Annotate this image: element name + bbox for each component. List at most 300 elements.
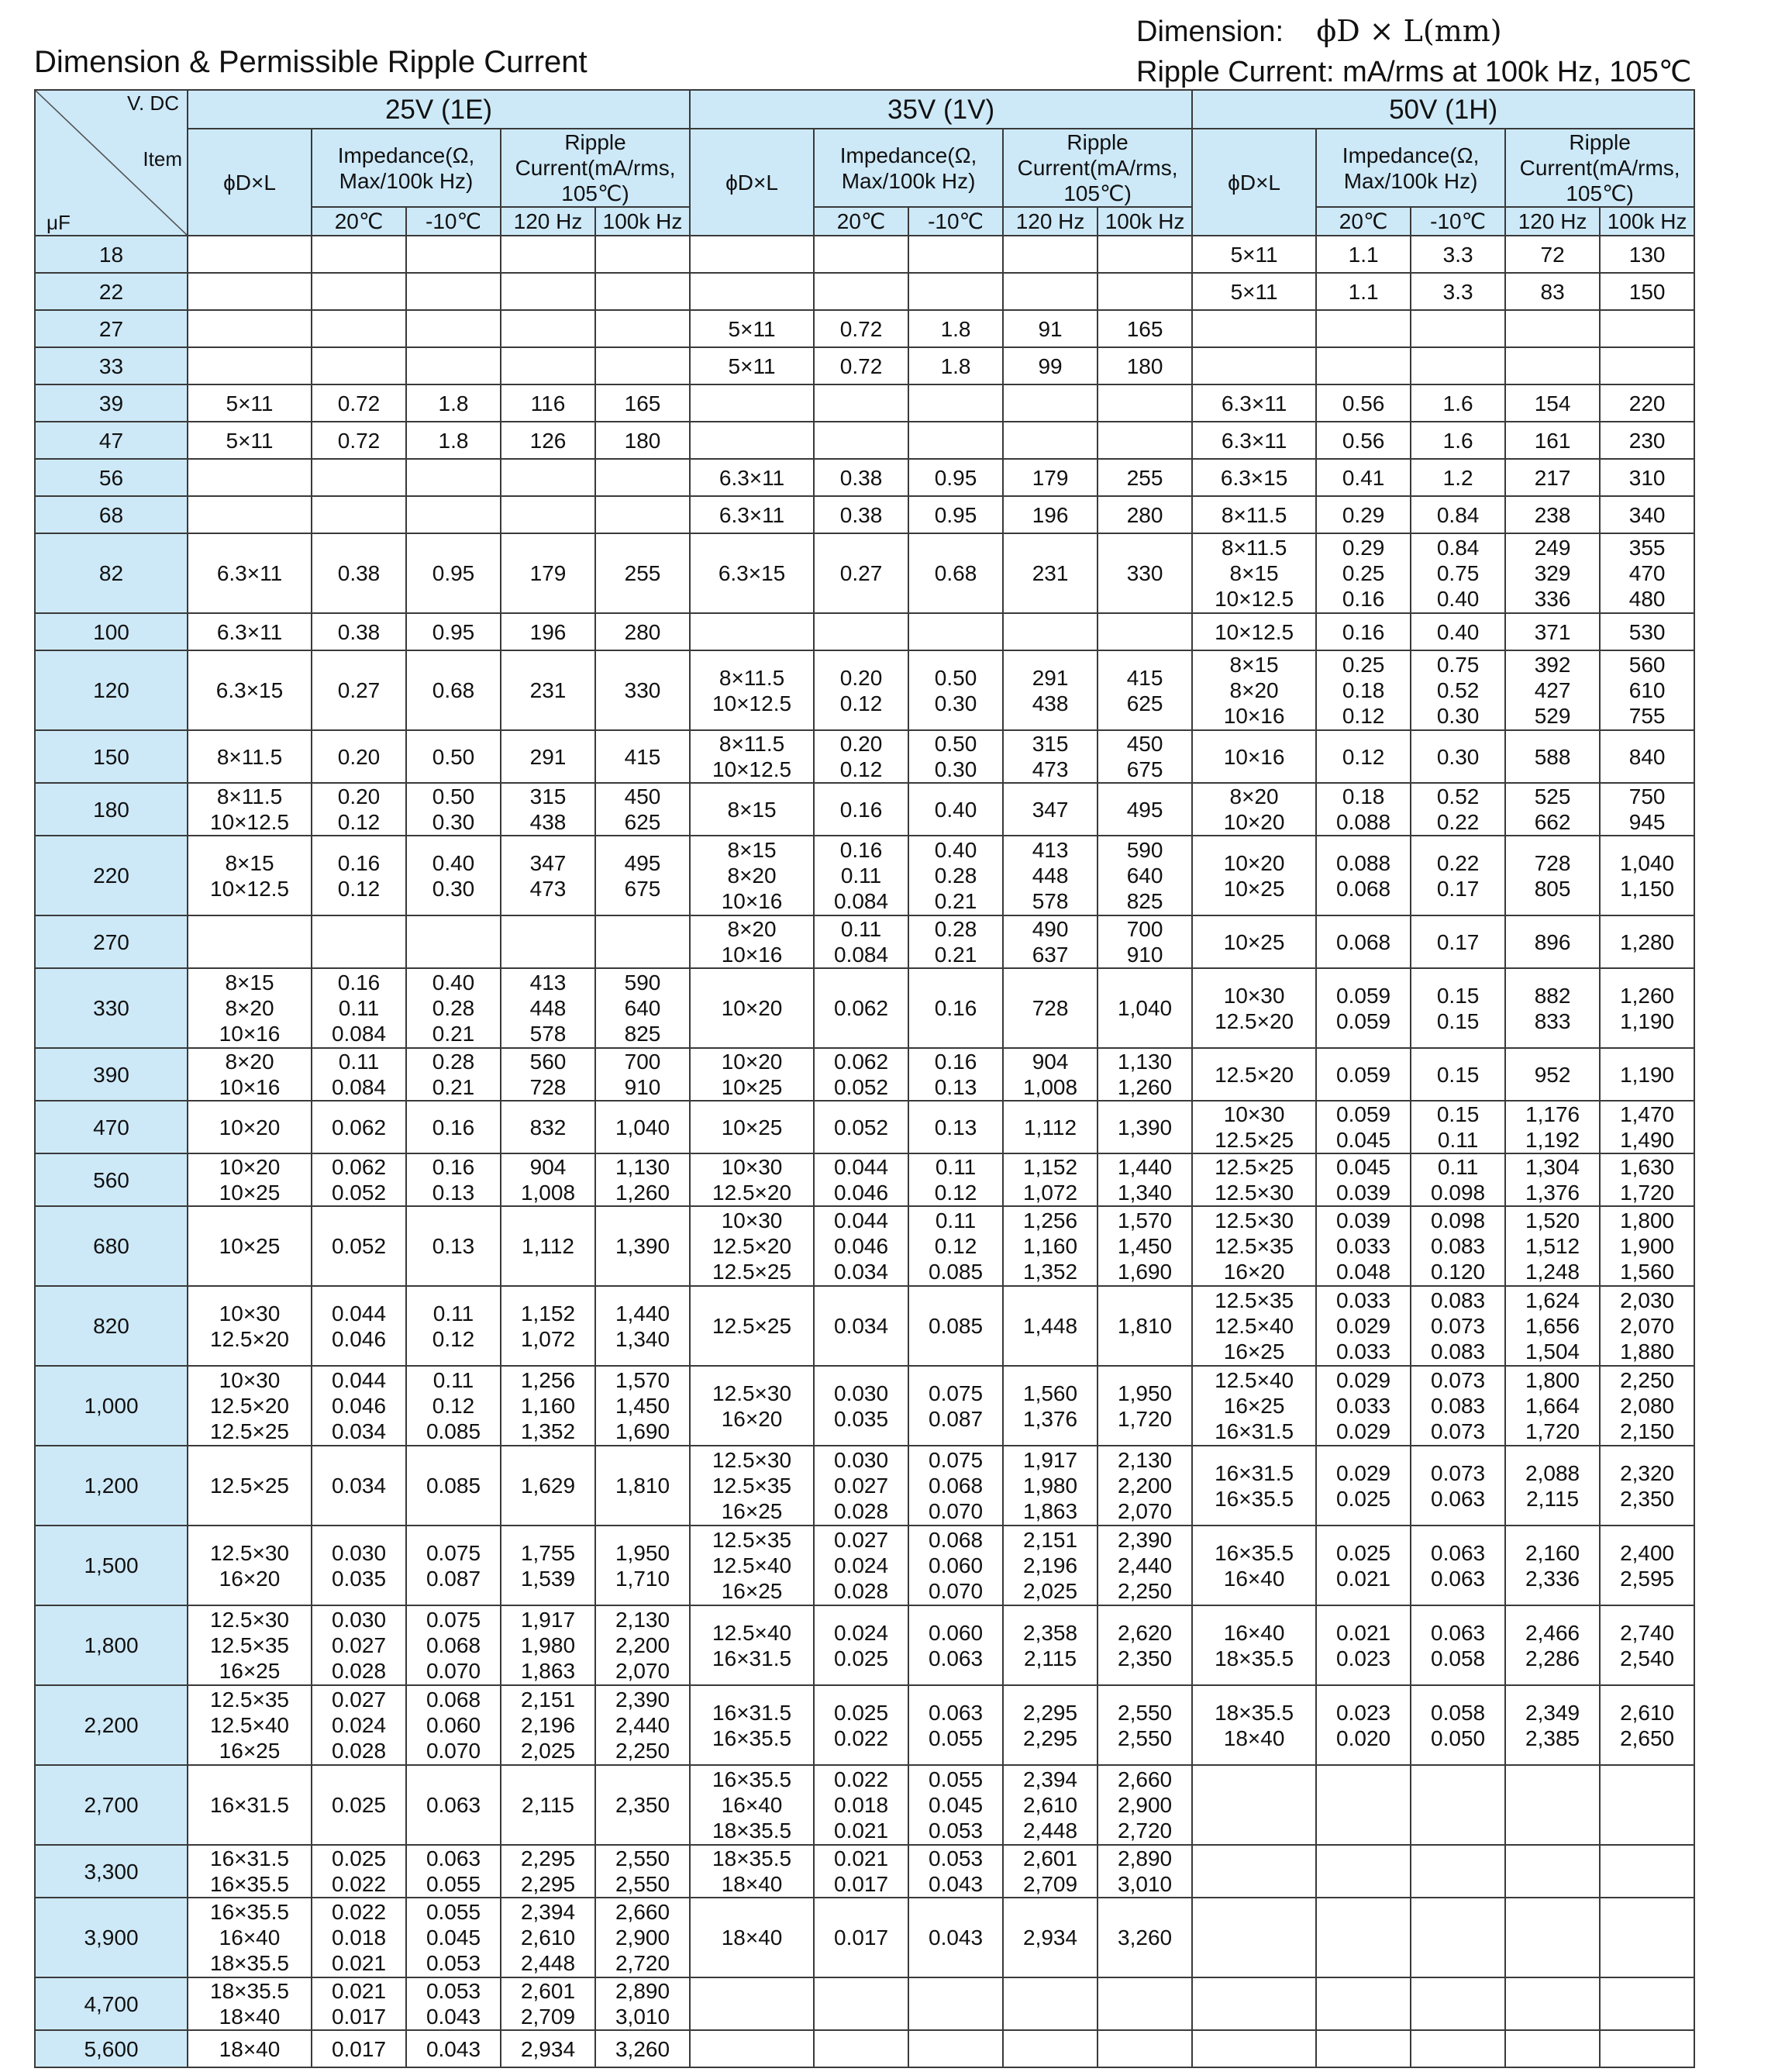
cell-value: 1,504 [1525, 1339, 1580, 1364]
cell-impedance-20c-25v [312, 1366, 406, 1446]
cell-dimension-35v [690, 236, 814, 273]
cell-value: 0.084 [331, 1075, 387, 1099]
col-header-dimension-25v: ϕD×L [188, 129, 312, 236]
cell-value: 2,550 [1118, 1700, 1173, 1725]
cell-impedance-minus10c-50v [1411, 1526, 1505, 1605]
cell-value: 0.28 [432, 1050, 475, 1074]
cell-value: 0.083 [1431, 1394, 1486, 1418]
cell-value: 83 [1540, 279, 1565, 304]
cell-value: 0.75 [1436, 561, 1480, 585]
cell-value: 882 [1534, 983, 1571, 1008]
cell-value: 0.120 [1431, 1260, 1486, 1284]
cell-ripple-120hz-35v [1003, 347, 1098, 384]
cell-impedance-20c-35v [814, 1898, 908, 1977]
capacitance-cell: 470 [35, 1101, 188, 1153]
cell-impedance-minus10c-50v [1411, 1685, 1505, 1765]
voltage-header-50v: 50V (1H) [1192, 90, 1694, 129]
cell-impedance-20c-35v [814, 1446, 908, 1526]
cell-value: 291 [529, 744, 567, 769]
cell-value: 8×15 [225, 850, 274, 875]
cell-ripple-120hz-35v [1003, 1685, 1098, 1765]
cell-value: 0.085 [929, 1260, 984, 1284]
cell-value: 0.50 [934, 732, 977, 756]
cell-value: 0.070 [929, 1579, 984, 1603]
cell-value: 2,390 [615, 1688, 670, 1712]
cell-value: 1.6 [1442, 391, 1473, 415]
sub-header-impedance-minus10c-50v: -10℃ [1411, 207, 1505, 236]
cell-value: 1,112 [1024, 1115, 1077, 1139]
cell-value: 0.16 [337, 850, 381, 875]
cell-impedance-minus10c-50v [1411, 1206, 1505, 1286]
cell-value: 8×15 [1229, 653, 1279, 677]
cell-impedance-minus10c-50v [1411, 1286, 1505, 1366]
cell-ripple-120hz-25v [501, 347, 595, 384]
cell-dimension-35v [690, 533, 814, 613]
cell-value: 347 [529, 850, 567, 875]
cell-value: 0.021 [331, 1979, 387, 2003]
cell-value: 16×31.5 [712, 1646, 792, 1670]
cell-ripple-100khz-25v [595, 1286, 690, 1366]
cell-ripple-100khz-50v [1600, 1605, 1694, 1685]
cell-ripple-120hz-25v [501, 1526, 595, 1605]
table-row [35, 1605, 1694, 1685]
capacitance-cell: 22 [35, 273, 188, 310]
cell-value: 1,008 [1023, 1075, 1078, 1099]
cell-impedance-minus10c-50v [1411, 1446, 1505, 1526]
cell-value: 0.075 [426, 1608, 481, 1632]
cell-value: 415 [624, 744, 661, 769]
cell-dimension-25v [188, 783, 312, 836]
cell-value: 6.3×15 [1220, 465, 1288, 490]
ripple-title: Ripple Current [1519, 130, 1631, 180]
corner-vdc-label: V. DC [127, 91, 179, 115]
cell-value: 833 [1534, 1008, 1571, 1033]
cell-dimension-50v [1192, 273, 1316, 310]
cell-impedance-minus10c-25v [406, 496, 501, 533]
cell-value: 0.027 [331, 1633, 387, 1657]
cell-impedance-20c-25v [312, 273, 406, 310]
cell-value: 1,150 [1620, 876, 1675, 901]
cell-ripple-120hz-25v [501, 384, 595, 422]
cell-value: 0.38 [337, 619, 381, 644]
cell-value: 480 [1628, 587, 1666, 611]
cell-value: 2,349 [1525, 1700, 1580, 1725]
cell-ripple-100khz-50v [1600, 459, 1694, 496]
cell-dimension-25v [188, 236, 312, 273]
cell-value: 1,352 [520, 1419, 576, 1443]
cell-ripple-100khz-25v [595, 1446, 690, 1526]
cell-value: 1,260 [1118, 1075, 1173, 1099]
cell-impedance-minus10c-35v [908, 310, 1003, 347]
cell-ripple-100khz-25v [595, 2030, 690, 2067]
cell-value: 0.048 [1336, 1260, 1391, 1284]
cell-impedance-20c-25v [312, 347, 406, 384]
cell-value: 0.40 [934, 838, 977, 862]
cell-value: 0.18 [1342, 678, 1385, 702]
cell-value: 0.050 [1431, 1726, 1486, 1750]
cell-impedance-20c-25v [312, 1286, 406, 1366]
table-row [35, 1898, 1694, 1977]
cell-impedance-minus10c-35v [908, 273, 1003, 310]
cell-value: 0.13 [934, 1075, 977, 1099]
capacitance-cell: 4,700 [35, 1977, 188, 2030]
cell-ripple-120hz-50v [1505, 836, 1600, 915]
cell-value: 6.3×11 [718, 465, 785, 490]
cell-value: 8×20 [727, 917, 777, 941]
cell-value: 0.034 [331, 1419, 387, 1443]
capacitance-cell: 1,000 [35, 1366, 188, 1446]
cell-dimension-35v [690, 347, 814, 384]
capacitance-cell: 390 [35, 1048, 188, 1101]
cell-impedance-minus10c-50v [1411, 836, 1505, 915]
cell-value: 0.12 [839, 757, 883, 781]
cell-value: 0.083 [1431, 1234, 1486, 1258]
cell-ripple-120hz-25v [501, 2030, 595, 2067]
cell-value: 0.52 [1436, 784, 1480, 808]
cell-value: 1,570 [1118, 1208, 1173, 1233]
cell-ripple-120hz-50v [1505, 613, 1600, 650]
cell-impedance-minus10c-50v [1411, 2030, 1505, 2067]
cell-dimension-25v [188, 459, 312, 496]
sub-header-impedance-20c-50v: 20℃ [1316, 207, 1411, 236]
cell-ripple-100khz-25v [595, 1765, 690, 1845]
table-row [35, 1048, 1694, 1101]
cell-ripple-120hz-35v [1003, 422, 1098, 459]
cell-ripple-100khz-35v [1098, 1765, 1192, 1845]
cell-value: 2,709 [1023, 1872, 1078, 1896]
cell-value: 2,350 [1118, 1646, 1173, 1670]
cell-impedance-20c-35v [814, 347, 908, 384]
cell-value: 2,286 [1525, 1646, 1580, 1670]
cell-dimension-35v [690, 1765, 814, 1845]
cell-value: 2,400 [1620, 1540, 1675, 1565]
cell-value: 904 [529, 1155, 567, 1179]
cell-value: 0.043 [929, 1872, 984, 1896]
cell-dimension-35v [690, 650, 814, 730]
cell-value: 12.5×30 [1215, 1208, 1294, 1233]
cell-dimension-25v [188, 1685, 312, 1765]
cell-value: 16×40 [219, 1925, 281, 1950]
cell-ripple-120hz-25v [501, 1765, 595, 1845]
cell-dimension-25v [188, 533, 312, 613]
cell-ripple-120hz-35v [1003, 1977, 1098, 2030]
cell-value: 18×40 [1223, 1726, 1285, 1750]
cell-value: 0.028 [834, 1499, 889, 1523]
cell-dimension-35v [690, 1526, 814, 1605]
cell-dimension-35v [690, 310, 814, 347]
cell-value: 10×30 [1223, 1102, 1285, 1126]
cell-ripple-120hz-25v [501, 783, 595, 836]
cell-impedance-minus10c-25v [406, 1605, 501, 1685]
cell-value: 0.16 [1342, 619, 1385, 644]
cell-value: 0.11 [1437, 1155, 1479, 1179]
cell-impedance-minus10c-50v [1411, 650, 1505, 730]
cell-dimension-35v [690, 1101, 814, 1153]
cell-ripple-120hz-25v [501, 236, 595, 273]
cell-value: 0.15 [1436, 1102, 1480, 1126]
cell-ripple-100khz-50v [1600, 968, 1694, 1048]
cell-impedance-minus10c-25v [406, 1153, 501, 1206]
cell-value: 0.084 [331, 1022, 387, 1046]
ripple-title: Ripple Current [1017, 130, 1129, 180]
cell-impedance-20c-25v [312, 384, 406, 422]
cell-value: 625 [624, 810, 661, 834]
cell-value: 1,560 [1023, 1381, 1078, 1405]
cell-value: 2,660 [1118, 1767, 1173, 1791]
cell-impedance-minus10c-50v [1411, 730, 1505, 783]
cell-value: 18×35.5 [210, 1951, 289, 1975]
cell-value: 2,620 [1118, 1620, 1173, 1645]
cell-value: 1,560 [1620, 1260, 1675, 1284]
cell-value: 0.95 [432, 561, 475, 585]
cell-value: 0.053 [426, 1979, 481, 2003]
cell-value: 0.30 [1436, 744, 1480, 769]
cell-value: 12.5×35 [712, 1474, 792, 1498]
cell-impedance-minus10c-25v [406, 1898, 501, 1977]
cell-ripple-100khz-50v [1600, 1286, 1694, 1366]
cell-value: 438 [529, 810, 567, 834]
cell-ripple-100khz-35v [1098, 650, 1192, 730]
cell-value: 91 [1038, 316, 1063, 341]
cell-value: 1,376 [1525, 1181, 1580, 1205]
col-header-dimension-50v: ϕD×L [1192, 129, 1316, 236]
cell-value: 0.12 [1342, 704, 1385, 728]
cell-value: 12.5×25 [1215, 1155, 1294, 1179]
cell-ripple-120hz-25v [501, 533, 595, 613]
cell-value: 2,610 [1023, 1793, 1078, 1817]
cell-impedance-minus10c-25v [406, 422, 501, 459]
cell-value: 0.28 [432, 996, 475, 1020]
cell-impedance-20c-25v [312, 422, 406, 459]
cell-value: 0.068 [426, 1688, 481, 1712]
cell-value: 0.20 [839, 665, 883, 690]
cell-value: 0.027 [834, 1474, 889, 1498]
cell-ripple-120hz-35v [1003, 273, 1098, 310]
cell-impedance-minus10c-35v [908, 459, 1003, 496]
cell-impedance-minus10c-50v [1411, 496, 1505, 533]
table-row [35, 273, 1694, 310]
cell-value: 450 [1126, 732, 1163, 756]
cell-value: 2,720 [615, 1951, 670, 1975]
capacitance-cell: 68 [35, 496, 188, 533]
ripple-unit: (mA/rms, 105℃) [561, 156, 676, 205]
table-row [35, 1765, 1694, 1845]
cell-value: 1,248 [1525, 1260, 1580, 1284]
cell-impedance-20c-50v [1316, 613, 1411, 650]
impedance-unit: (Ω, Max/100k Hz) [841, 143, 977, 193]
col-header-ripple-50v [1505, 129, 1694, 207]
table-row [35, 1206, 1694, 1286]
impedance-title: Impedance [337, 143, 446, 167]
cell-dimension-35v [690, 613, 814, 650]
cell-value: 0.025 [1336, 1540, 1391, 1565]
cell-impedance-minus10c-35v [908, 1048, 1003, 1101]
cell-value: 0.088 [1336, 850, 1391, 875]
cell-impedance-minus10c-50v [1411, 1898, 1505, 1977]
cell-impedance-minus10c-50v [1411, 1605, 1505, 1685]
cell-value: 0.070 [426, 1739, 481, 1763]
cell-value: 12.5×35 [1215, 1234, 1294, 1258]
cell-impedance-minus10c-35v [908, 836, 1003, 915]
cell-value: 8×15 [225, 970, 274, 995]
cell-ripple-100khz-25v [595, 459, 690, 496]
cell-impedance-minus10c-25v [406, 533, 501, 613]
cell-value: 2,250 [1118, 1579, 1173, 1603]
cell-value: 473 [1032, 757, 1069, 781]
cell-value: 0.085 [426, 1419, 481, 1443]
cell-value: 12.5×30 [210, 1608, 289, 1632]
cell-ripple-120hz-35v [1003, 968, 1098, 1048]
cell-value: 8×15 [727, 797, 777, 822]
cell-impedance-20c-25v [312, 2030, 406, 2067]
cell-value: 0.11 [338, 996, 380, 1020]
cell-ripple-100khz-25v [595, 1845, 690, 1898]
cell-value: 448 [1032, 864, 1069, 888]
cell-value: 0.035 [331, 1566, 387, 1591]
cell-value: 8×11.5 [216, 744, 283, 769]
cell-ripple-100khz-50v [1600, 613, 1694, 650]
cell-value: 10×25 [219, 1181, 281, 1205]
cell-dimension-35v [690, 1153, 814, 1206]
cell-value: 1,340 [615, 1326, 670, 1351]
cell-impedance-20c-25v [312, 968, 406, 1048]
sub-header-ripple-120hz-50v: 120 Hz [1505, 207, 1600, 236]
impedance-unit: (Ω, Max/100k Hz) [1343, 143, 1480, 193]
cell-value: 0.021 [1336, 1566, 1391, 1591]
cell-value: 6.3×15 [718, 561, 786, 585]
cell-value: 0.043 [426, 2005, 481, 2029]
cell-impedance-minus10c-25v [406, 459, 501, 496]
cell-ripple-100khz-35v [1098, 730, 1192, 783]
cell-value: 1,720 [1620, 1181, 1675, 1205]
cell-value: 0.38 [839, 465, 883, 490]
table-row [35, 310, 1694, 347]
cell-value: 0.72 [337, 428, 381, 453]
cell-ripple-120hz-50v [1505, 422, 1600, 459]
capacitance-cell: 27 [35, 310, 188, 347]
table-row [35, 968, 1694, 1048]
cell-ripple-120hz-50v [1505, 1286, 1600, 1366]
cell-impedance-20c-35v [814, 650, 908, 730]
cell-value: 427 [1534, 678, 1571, 702]
cell-dimension-50v [1192, 496, 1316, 533]
cell-ripple-100khz-50v [1600, 1048, 1694, 1101]
table-row [35, 1153, 1694, 1206]
cell-value: 728 [1032, 996, 1069, 1020]
cell-value: 1,490 [1620, 1128, 1675, 1152]
cell-ripple-100khz-35v [1098, 2030, 1192, 2067]
cell-ripple-120hz-50v [1505, 459, 1600, 496]
cell-value: 16×31.5 [1215, 1460, 1294, 1485]
cell-value: 10×12.5 [1215, 619, 1294, 644]
cell-value: 18×35.5 [712, 1819, 792, 1843]
cell-impedance-minus10c-50v [1411, 273, 1505, 310]
cell-value: 0.063 [426, 1846, 481, 1870]
cell-value: 700 [624, 1050, 661, 1074]
cell-value: 10×12.5 [712, 691, 792, 715]
cell-value: 1.8 [438, 428, 469, 453]
cell-ripple-100khz-50v [1600, 1366, 1694, 1446]
cell-impedance-20c-25v [312, 1446, 406, 1526]
cell-ripple-100khz-35v [1098, 1898, 1192, 1977]
cell-value: 0.022 [331, 1900, 387, 1924]
cell-value: 0.062 [834, 1050, 889, 1074]
cell-impedance-minus10c-25v [406, 650, 501, 730]
cell-value: 8×15 [727, 838, 777, 862]
cell-impedance-minus10c-35v [908, 1101, 1003, 1153]
cell-value: 0.075 [426, 1540, 481, 1565]
cell-impedance-20c-25v [312, 1526, 406, 1605]
cell-impedance-minus10c-35v [908, 1845, 1003, 1898]
cell-value: 805 [1534, 876, 1571, 901]
cell-value: 0.38 [839, 502, 883, 527]
cell-impedance-minus10c-35v [908, 347, 1003, 384]
cell-value: 2,601 [520, 1979, 576, 2003]
cell-value: 1,656 [1525, 1314, 1580, 1338]
cell-value: 0.052 [331, 1234, 387, 1258]
cell-dimension-50v [1192, 1101, 1316, 1153]
cell-value: 10×30 [721, 1208, 783, 1233]
cell-dimension-35v [690, 836, 814, 915]
cell-value: 16×20 [1223, 1260, 1285, 1284]
cell-value: 2,070 [615, 1659, 670, 1683]
capacitance-cell: 220 [35, 836, 188, 915]
cell-value: 1,450 [1118, 1234, 1173, 1258]
cell-impedance-minus10c-50v [1411, 1101, 1505, 1153]
cell-value: 8×20 [727, 864, 777, 888]
cell-value: 560 [1628, 653, 1666, 677]
cell-impedance-20c-50v [1316, 384, 1411, 422]
cell-value: 12.5×40 [712, 1620, 792, 1645]
cell-value: 0.088 [1336, 810, 1391, 834]
cell-value: 16×35.5 [712, 1767, 792, 1791]
cell-value: 16×25 [219, 1659, 281, 1683]
cell-value: 18×35.5 [210, 1979, 289, 2003]
cell-value: 2,250 [1620, 1368, 1675, 1392]
cell-impedance-20c-50v [1316, 1605, 1411, 1685]
cell-value: 0.12 [432, 1394, 475, 1418]
cell-impedance-20c-50v [1316, 459, 1411, 496]
table-row [35, 730, 1694, 783]
cell-ripple-100khz-35v [1098, 1977, 1192, 2030]
cell-impedance-minus10c-25v [406, 1977, 501, 2030]
cell-value: 2,115 [522, 1793, 574, 1817]
cell-value: 0.30 [1436, 704, 1480, 728]
cell-value: 1,863 [520, 1659, 576, 1683]
cell-impedance-20c-25v [312, 1845, 406, 1898]
cell-ripple-120hz-35v [1003, 730, 1098, 783]
cell-impedance-minus10c-35v [908, 1977, 1003, 2030]
cell-value: 12.5×30 [712, 1448, 792, 1472]
cell-value: 10×25 [1223, 929, 1285, 954]
cell-ripple-120hz-50v [1505, 1048, 1600, 1101]
cell-value: 165 [1126, 316, 1163, 341]
cell-value: 0.055 [929, 1726, 984, 1750]
cell-ripple-100khz-50v [1600, 384, 1694, 422]
cell-ripple-120hz-50v [1505, 650, 1600, 730]
cell-value: 2,200 [1118, 1474, 1173, 1498]
cell-value: 2,295 [1023, 1700, 1078, 1725]
cell-ripple-120hz-35v [1003, 613, 1098, 650]
sub-header-ripple-120hz-35v: 120 Hz [1003, 207, 1098, 236]
cell-impedance-minus10c-35v [908, 650, 1003, 730]
cell-ripple-100khz-35v [1098, 1526, 1192, 1605]
cell-ripple-120hz-35v [1003, 533, 1098, 613]
cell-ripple-100khz-50v [1600, 236, 1694, 273]
table-row [35, 459, 1694, 496]
cell-value: 1,152 [520, 1301, 576, 1326]
cell-impedance-20c-35v [814, 1765, 908, 1845]
